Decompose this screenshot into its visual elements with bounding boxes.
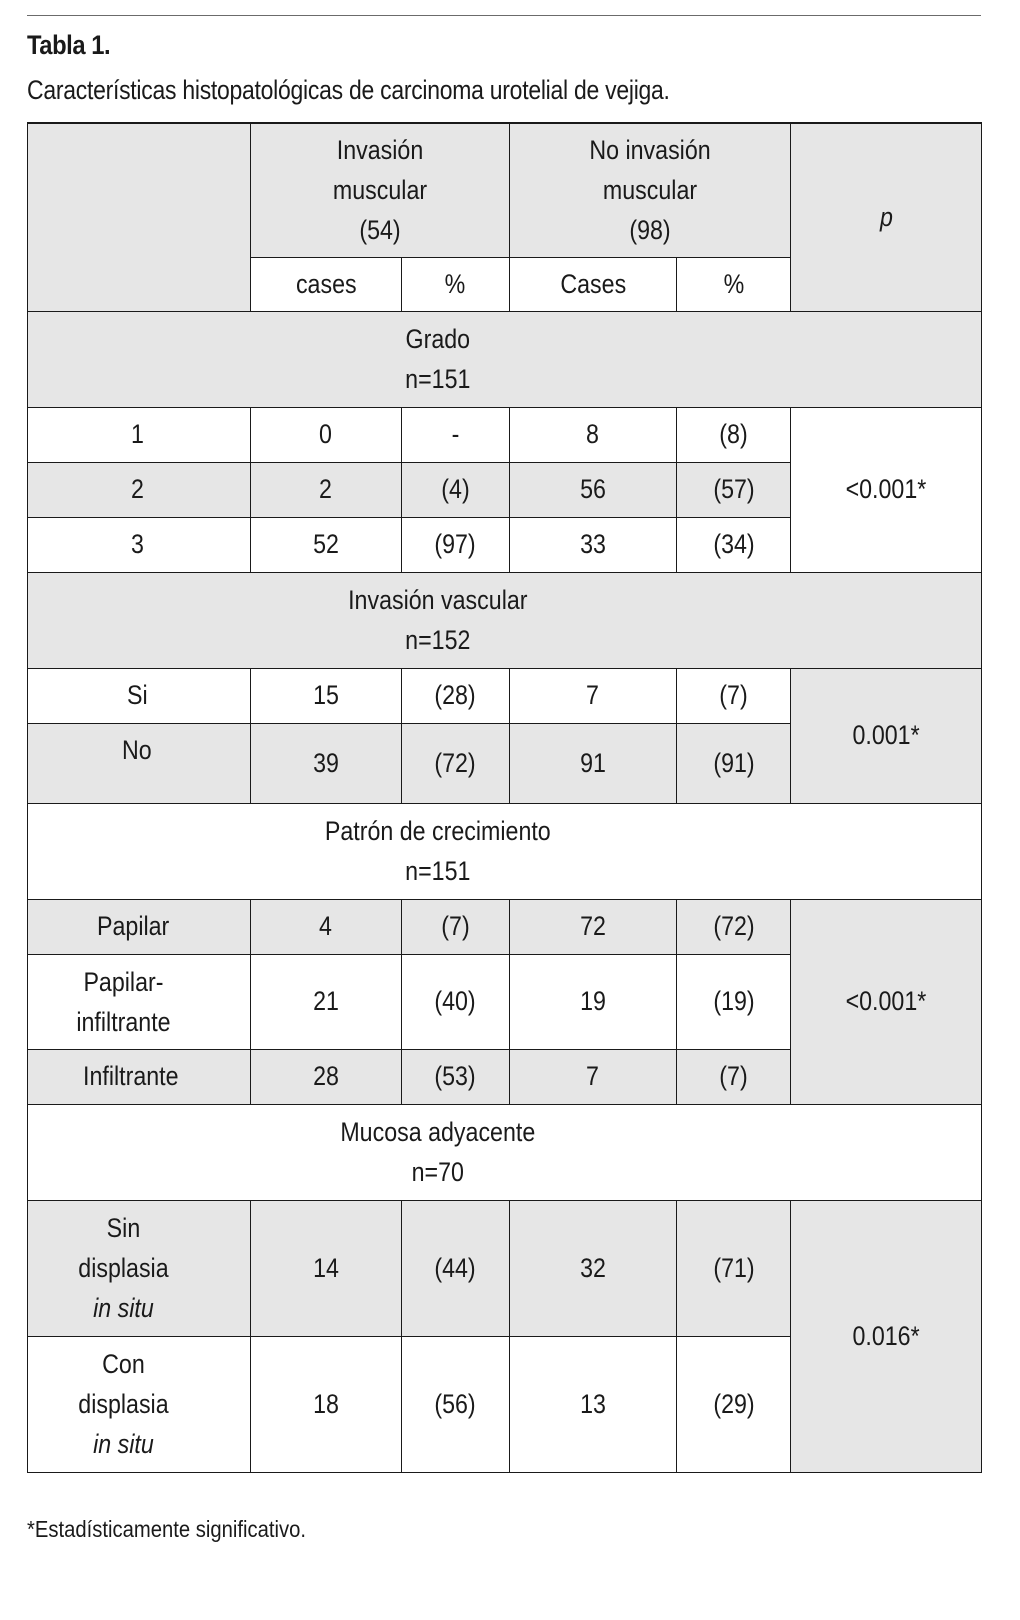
row-label: Sin displasia in situ: [28, 1200, 251, 1336]
cell-cases-2: 33: [510, 517, 677, 572]
cell-percent-1: -: [402, 407, 510, 462]
footnote: *Estadísticamente significativo.: [27, 1516, 307, 1542]
cell-percent-2: (57): [677, 462, 791, 517]
cell-percent-1: (44): [402, 1200, 510, 1336]
cell-cases-1: 4: [251, 899, 402, 954]
cell-cases-1: 28: [251, 1049, 402, 1104]
cell-percent-1: (97): [402, 517, 510, 572]
cell-percent-2: (72): [677, 899, 791, 954]
row-label: 2: [28, 462, 251, 517]
row-label: Infiltrante: [28, 1049, 251, 1104]
cell-cases-1: 15: [251, 668, 402, 723]
row-label: Si: [28, 668, 251, 723]
subheader-cases-1: cases: [251, 257, 402, 311]
cell-cases-1: 52: [251, 517, 402, 572]
p-value-invasion-vascular: 0.001*: [791, 668, 982, 803]
cell-cases-2: 56: [510, 462, 677, 517]
p-value-patron-crecimiento: <0.001*: [791, 899, 982, 1104]
p-value-mucosa-adyacente: 0.016*: [791, 1200, 982, 1472]
cell-cases-2: 7: [510, 668, 677, 723]
cell-percent-2: (34): [677, 517, 791, 572]
cell-cases-1: 18: [251, 1336, 402, 1472]
cell-cases-1: 2: [251, 462, 402, 517]
row-label: 3: [28, 517, 251, 572]
top-rule: [27, 15, 981, 16]
cell-cases-2: 19: [510, 954, 677, 1049]
row-label: Papilar: [28, 899, 251, 954]
p-value-grado: <0.001*: [791, 407, 982, 572]
section-invasion-vascular: Invasión vascular n=152: [28, 572, 982, 668]
cell-percent-1: (28): [402, 668, 510, 723]
cell-percent-2: (29): [677, 1336, 791, 1472]
subheader-percent-1: %: [402, 257, 510, 311]
section-grado: Grado n=151: [28, 311, 982, 407]
cell-percent-2: (7): [677, 668, 791, 723]
table-caption: Características histopatológicas de carcinoma urotelial de vejiga.: [27, 75, 670, 105]
cell-cases-2: 32: [510, 1200, 677, 1336]
subheader-percent-2: %: [677, 257, 791, 311]
row-label: No: [28, 723, 251, 803]
histopathology-table: [27, 122, 982, 1473]
cell-percent-2: (7): [677, 1049, 791, 1104]
cell-cases-2: 7: [510, 1049, 677, 1104]
cell-percent-1: (4): [402, 462, 510, 517]
cell-cases-1: 21: [251, 954, 402, 1049]
section-patron-crecimiento: Patrón de crecimiento n=151: [28, 803, 982, 899]
cell-cases-1: 0: [251, 407, 402, 462]
cell-percent-1: (72): [402, 723, 510, 803]
cell-cases-1: 39: [251, 723, 402, 803]
row-label: Con displasia in situ: [28, 1336, 251, 1472]
cell-percent-2: (19): [677, 954, 791, 1049]
cell-percent-1: (56): [402, 1336, 510, 1472]
cell-percent-2: (91): [677, 723, 791, 803]
section-mucosa-adyacente: Mucosa adyacente n=70: [28, 1104, 982, 1200]
row-label: Papilar- infiltrante: [28, 954, 251, 1049]
cell-cases-1: 14: [251, 1200, 402, 1336]
cell-percent-1: (53): [402, 1049, 510, 1104]
cell-percent-2: (71): [677, 1200, 791, 1336]
cell-cases-2: 72: [510, 899, 677, 954]
cell-percent-2: (8): [677, 407, 791, 462]
row-label: 1: [28, 407, 251, 462]
header-invasion-muscular: Invasión muscular (54): [251, 123, 510, 257]
cell-percent-1: (40): [402, 954, 510, 1049]
cell-cases-2: 8: [510, 407, 677, 462]
cell-percent-1: (7): [402, 899, 510, 954]
table-title: Tabla 1.: [27, 30, 111, 60]
header-p-value: p: [791, 123, 982, 311]
header-empty-cell: [28, 123, 251, 311]
cell-cases-2: 13: [510, 1336, 677, 1472]
cell-cases-2: 91: [510, 723, 677, 803]
header-no-invasion-muscular: No invasión muscular (98): [510, 123, 791, 257]
subheader-cases-2: Cases: [510, 257, 677, 311]
